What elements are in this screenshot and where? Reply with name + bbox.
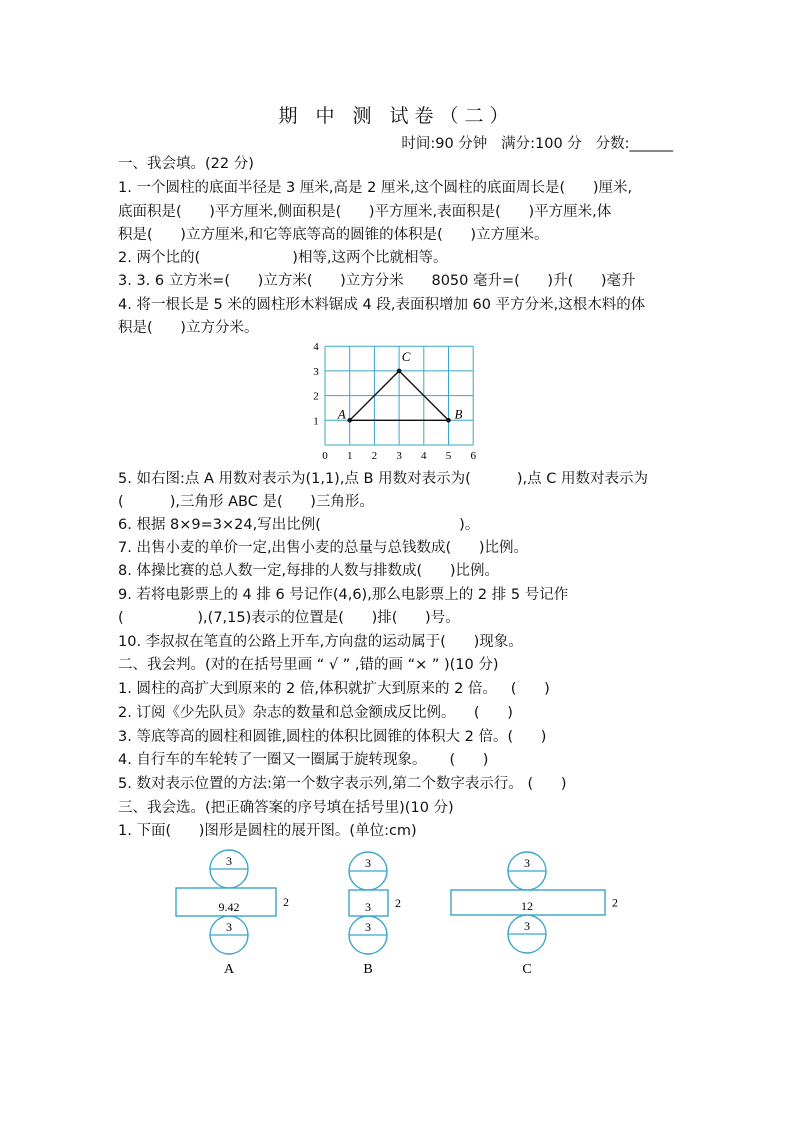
judge-question: 3. 等底等高的圆柱和圆锥,圆柱的体积比圆锥的体积大 2 倍。( ) bbox=[118, 729, 547, 745]
length-label: 9.42 bbox=[218, 900, 240, 914]
x-tick-label: 4 bbox=[421, 450, 427, 462]
question-line: 4. 将一根长是 5 米的圆柱形木料锯成 4 段,表面积增加 60 平方分米,这根木料的体 bbox=[118, 297, 646, 313]
diameter-label: 3 bbox=[524, 919, 530, 933]
point-label: B bbox=[454, 406, 463, 422]
coordinate-grid bbox=[300, 335, 490, 465]
diameter-label: 3 bbox=[226, 854, 232, 868]
diameter-label: 3 bbox=[524, 856, 530, 870]
judge-question: 1. 圆柱的高扩大到原来的 2 倍,体积就扩大到原来的 2 倍。 ( ) bbox=[118, 681, 550, 697]
x-tick-label: 3 bbox=[396, 450, 402, 462]
diameter-label: 3 bbox=[226, 920, 232, 934]
section1-heading: 一、我会填。(22 分) bbox=[118, 156, 254, 172]
question-line: 9. 若将电影票上的 4 排 6 号记作(4,6),那么电影票上的 2 排 5 号记作 bbox=[118, 587, 569, 603]
exam-info: 时间:90 分钟 满分:100 分 分数:______ bbox=[401, 136, 673, 152]
question-line: 6. 根据 8×9=3×24,写出比例( )。 bbox=[118, 517, 480, 533]
x-tick-label: 0 bbox=[322, 450, 328, 462]
diameter-label: 3 bbox=[365, 856, 371, 870]
x-tick-label: 1 bbox=[346, 450, 353, 462]
question-line: 8. 体操比赛的总人数一定,每排的人数与排数成( )比例。 bbox=[118, 563, 500, 579]
question-line: 7. 出售小麦的单价一定,出售小麦的总量与总钱数成( )比例。 bbox=[118, 540, 529, 556]
question-line: 2. 两个比的( )相等,这两个比就相等。 bbox=[118, 250, 448, 266]
question-line: 底面积是( )平方厘米,侧面积是( )平方厘米,表面积是( )平方厘米,体 bbox=[118, 204, 612, 220]
point-B bbox=[446, 418, 451, 423]
y-tick-label: 4 bbox=[313, 341, 319, 354]
section3-heading: 三、我会选。(把正确答案的序号填在括号里)(10 分) bbox=[118, 800, 454, 816]
y-tick-label: 2 bbox=[313, 390, 319, 403]
y-tick-label: 3 bbox=[313, 365, 319, 378]
length-label: 12 bbox=[521, 899, 533, 913]
question-line: 1. 一个圆柱的底面半径是 3 厘米,高是 2 厘米,这个圆柱的底面周长是( )厘米, bbox=[118, 180, 633, 196]
judge-question: 4. 自行车的车轮转了一圈又一圈属于旋转现象。 ( ) bbox=[118, 752, 489, 768]
question-line: ( ),(7,15)表示的位置是( )排( )号。 bbox=[118, 610, 460, 626]
page-title: 期 中 测 试卷（二） bbox=[278, 105, 515, 127]
option-label: C bbox=[522, 962, 532, 977]
section2-heading: 二、我会判。(对的在括号里画 “ √ ” ,错的画 “× ” )(10 分) bbox=[118, 657, 499, 673]
point-C bbox=[397, 369, 402, 374]
question-line: 10. 李叔叔在笔直的公路上开车,方向盘的运动属于( )现象。 bbox=[118, 634, 523, 650]
x-tick-label: 2 bbox=[371, 450, 378, 462]
judge-question: 2. 订阅《少先队员》杂志的数量和总金额成反比例。 ( ) bbox=[118, 705, 513, 721]
question-line: ( ),三角形 ABC 是( )三角形。 bbox=[118, 494, 374, 510]
cylinder-nets-figure bbox=[0, 840, 793, 985]
option-label: A bbox=[223, 962, 235, 977]
height-label: 2 bbox=[395, 896, 401, 910]
y-tick-label: 1 bbox=[313, 415, 319, 428]
height-label: 2 bbox=[612, 895, 618, 910]
point-A bbox=[347, 418, 352, 423]
diameter-label: 3 bbox=[365, 920, 371, 934]
point-label: A bbox=[337, 406, 346, 422]
section3-question: 1. 下面( )图形是圆柱的展开图。(单位:cm) bbox=[118, 823, 417, 839]
length-label: 3 bbox=[365, 900, 371, 914]
x-tick-label: 6 bbox=[470, 450, 476, 462]
judge-question: 5. 数对表示位置的方法:第一个数字表示列,第二个数字表示行。 ( ) bbox=[118, 776, 567, 792]
x-tick-label: 5 bbox=[445, 450, 452, 462]
question-line: 积是( )立方分米。 bbox=[118, 320, 259, 336]
height-label: 2 bbox=[283, 895, 289, 909]
option-label: B bbox=[363, 962, 373, 977]
question-line: 积是( )立方厘米,和它等底等高的圆锥的体积是( )立方厘米。 bbox=[118, 227, 549, 243]
point-label: C bbox=[401, 348, 411, 364]
question-line: 3. 3. 6 立方米=( )立方米( )立方分米 8050 毫升=( )升( )毫升 bbox=[118, 273, 636, 289]
question-line: 5. 如右图:点 A 用数对表示为(1,1),点 B 用数对表示为( ),点 C 用数对表示为 bbox=[118, 471, 648, 487]
